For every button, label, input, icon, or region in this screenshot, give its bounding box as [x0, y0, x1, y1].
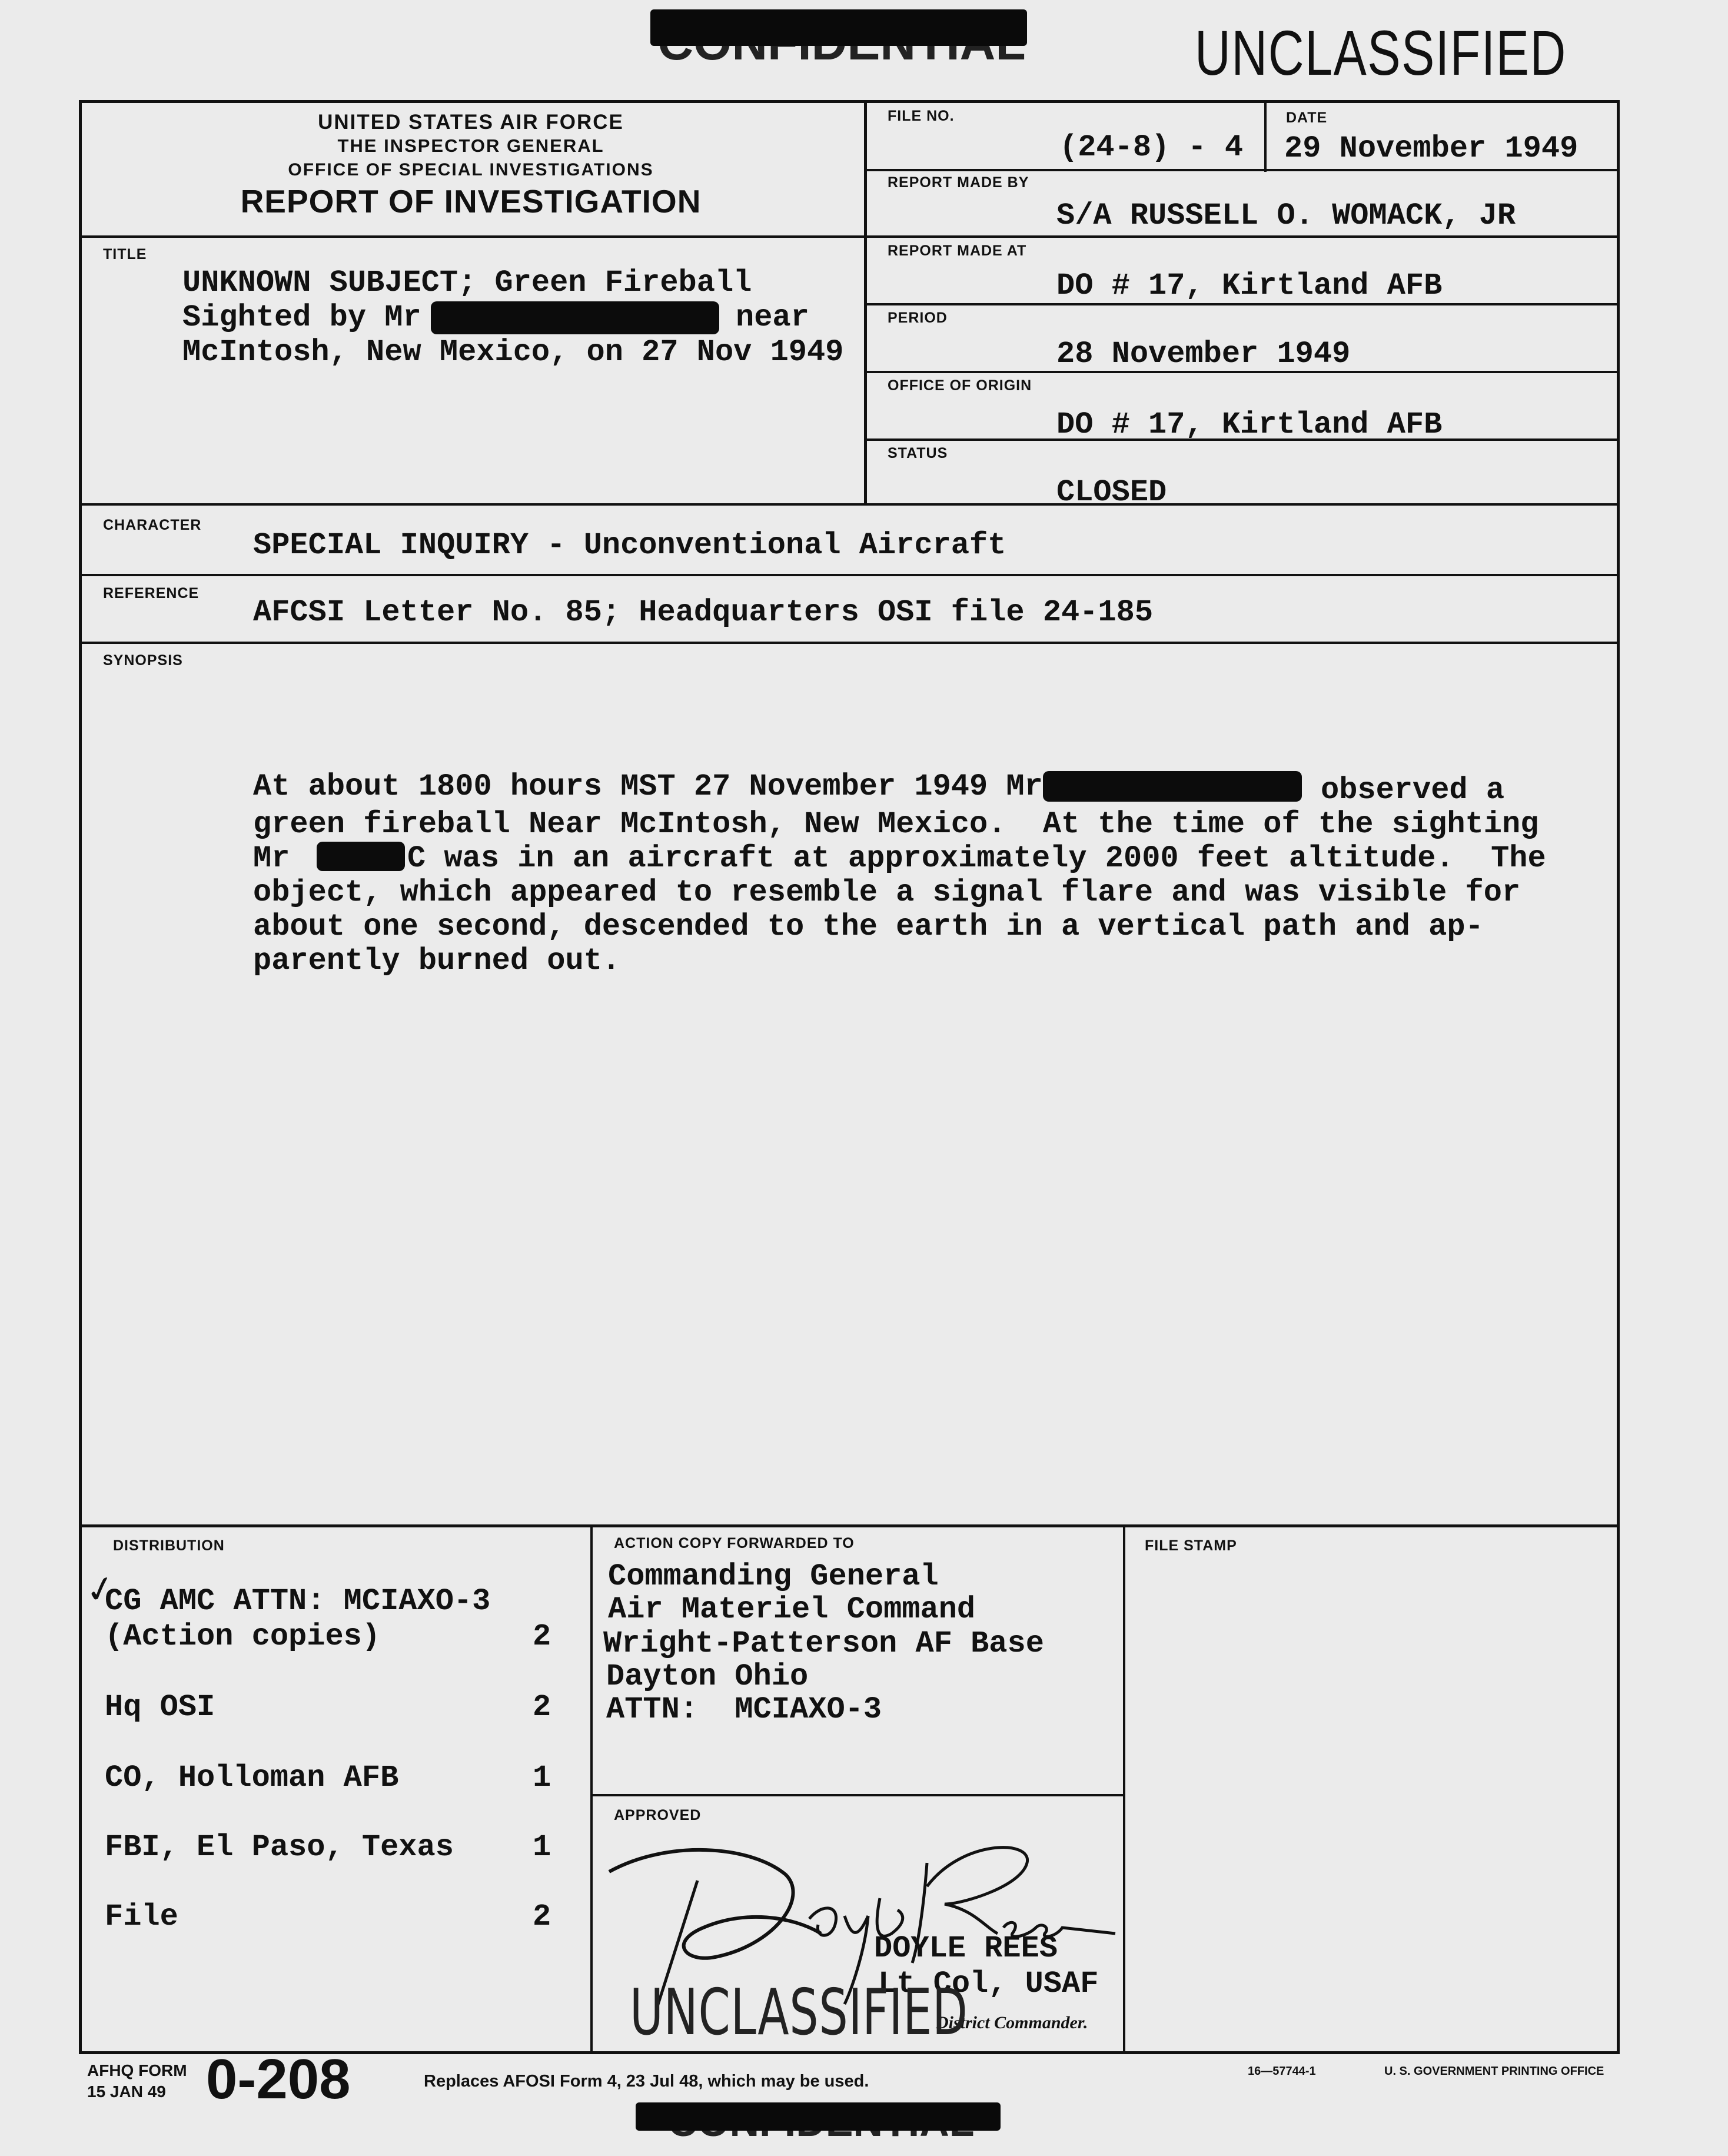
reference-value: AFCSI Letter No. 85; Headquarters OSI file 24-185	[253, 595, 1154, 630]
action-copy-line-3: Wright-Patterson AF Base	[603, 1626, 1044, 1661]
synopsis-line-3b: C was in an aircraft at approximately 2000 feet altitude. The	[407, 841, 1546, 876]
classification-bottom-stamp: UNCLASSIFIED	[630, 1976, 968, 2049]
approved-label: APPROVED	[614, 1807, 702, 1823]
character-label: CHARACTER	[103, 517, 202, 533]
action-copy-line-5: ATTN: MCIAXO-3	[606, 1692, 882, 1727]
header-line-1: UNITED STATES AIR FORCE	[318, 111, 624, 134]
distribution-row-6-name: File	[105, 1899, 178, 1934]
action-copy-label: ACTION COPY FORWARDED TO	[614, 1535, 855, 1552]
file-stamp-label: FILE STAMP	[1145, 1537, 1237, 1554]
date-value: 29 November 1949	[1284, 131, 1579, 166]
approver-name: DOYLE REES	[874, 1931, 1058, 1966]
printing-code: 16—57744-1	[1248, 2065, 1316, 2078]
report-made-by-value: S/A RUSSELL O. WOMACK, JR	[1056, 198, 1516, 233]
action-copy-line-1: Commanding General	[608, 1559, 939, 1594]
report-made-at-value: DO # 17, Kirtland AFB	[1056, 268, 1443, 303]
classification-top-strikeout	[650, 9, 1027, 46]
report-made-by-label: REPORT MADE BY	[888, 174, 1029, 191]
action-copy-line-4: Dayton Ohio	[606, 1659, 809, 1694]
distribution-row-1-name: CG AMC ATTN: MCIAXO-3	[105, 1584, 491, 1619]
title-line-2b: near	[736, 300, 809, 335]
synopsis-redaction-1	[1043, 771, 1302, 802]
distribution-row-4-name: CO, Holloman AFB	[105, 1760, 399, 1795]
distribution-row-4-count: 1	[533, 1760, 551, 1795]
distribution-row-5-name: FBI, El Paso, Texas	[105, 1830, 454, 1865]
synopsis-line-5: about one second, descended to the earth in a vertical path and ap-	[253, 909, 1484, 944]
period-value: 28 November 1949	[1056, 337, 1351, 371]
classification-bottom-strikeout	[636, 2102, 1001, 2131]
synopsis-label: SYNOPSIS	[103, 652, 183, 669]
character-value: SPECIAL INQUIRY - Unconventional Aircraft	[253, 528, 1006, 563]
title-line-2a: Sighted by Mr	[182, 300, 421, 335]
title-line-1: UNKNOWN SUBJECT; Green Fireball	[182, 265, 752, 300]
form-replaces-note: Replaces AFOSI Form 4, 23 Jul 48, which may be used.	[424, 2072, 869, 2091]
office-of-origin-value: DO # 17, Kirtland AFB	[1056, 407, 1443, 442]
header-line-3: OFFICE OF SPECIAL INVESTIGATIONS	[288, 160, 654, 180]
date-label: DATE	[1286, 109, 1328, 126]
synopsis-line-3a: Mr	[253, 841, 290, 876]
title-redaction	[431, 301, 719, 334]
classification-top-right: UNCLASSIFIED	[1195, 17, 1567, 88]
file-no-value: (24-8) - 4	[1059, 130, 1244, 165]
synopsis-line-2: green fireball Near McIntosh, New Mexico. At the time of the sighting	[253, 807, 1539, 842]
form-date: 15 JAN 49	[87, 2082, 166, 2101]
distribution-row-3-name: Hq OSI	[105, 1690, 215, 1725]
period-label: PERIOD	[888, 310, 948, 326]
approver-rank: Lt Col, USAF	[878, 1966, 1099, 2001]
header-line-2: THE INSPECTOR GENERAL	[337, 135, 604, 156]
approver-title: District Commander.	[936, 2013, 1088, 2032]
report-made-at-label: REPORT MADE AT	[888, 242, 1027, 259]
distribution-label: DISTRIBUTION	[113, 1537, 225, 1554]
distribution-row-2-name: (Action copies)	[105, 1619, 381, 1654]
office-of-origin-label: OFFICE OF ORIGIN	[888, 377, 1032, 394]
distribution-row-2-count: 2	[533, 1619, 551, 1654]
distribution-row-3-count: 2	[533, 1690, 551, 1725]
reference-label: REFERENCE	[103, 585, 200, 602]
status-label: STATUS	[888, 445, 948, 461]
synopsis-line-4: object, which appeared to resemble a signal flare and was visible for	[253, 875, 1521, 910]
distribution-checkmark: ✓	[84, 1566, 118, 1617]
synopsis-line-1a: At about 1800 hours MST 27 November 1949 Mr	[253, 769, 1043, 804]
form-number: 0-208	[206, 2048, 351, 2111]
action-copy-line-2: Air Materiel Command	[608, 1592, 976, 1627]
title-line-3: McIntosh, New Mexico, on 27 Nov 1949	[182, 335, 844, 370]
synopsis-redaction-2	[317, 842, 405, 871]
printing-office: U. S. GOVERNMENT PRINTING OFFICE	[1384, 2065, 1604, 2078]
distribution-row-6-count: 2	[533, 1899, 551, 1934]
status-value: CLOSED	[1056, 475, 1167, 510]
synopsis-line-1b: observed a	[1321, 773, 1505, 808]
file-no-label: FILE NO.	[888, 108, 955, 124]
page-title: REPORT OF INVESTIGATION	[240, 183, 702, 220]
distribution-row-5-count: 1	[533, 1830, 551, 1865]
synopsis-line-6: parently burned out.	[253, 944, 621, 978]
form-label: AFHQ FORM	[87, 2061, 187, 2079]
title-label: TITLE	[103, 246, 147, 263]
